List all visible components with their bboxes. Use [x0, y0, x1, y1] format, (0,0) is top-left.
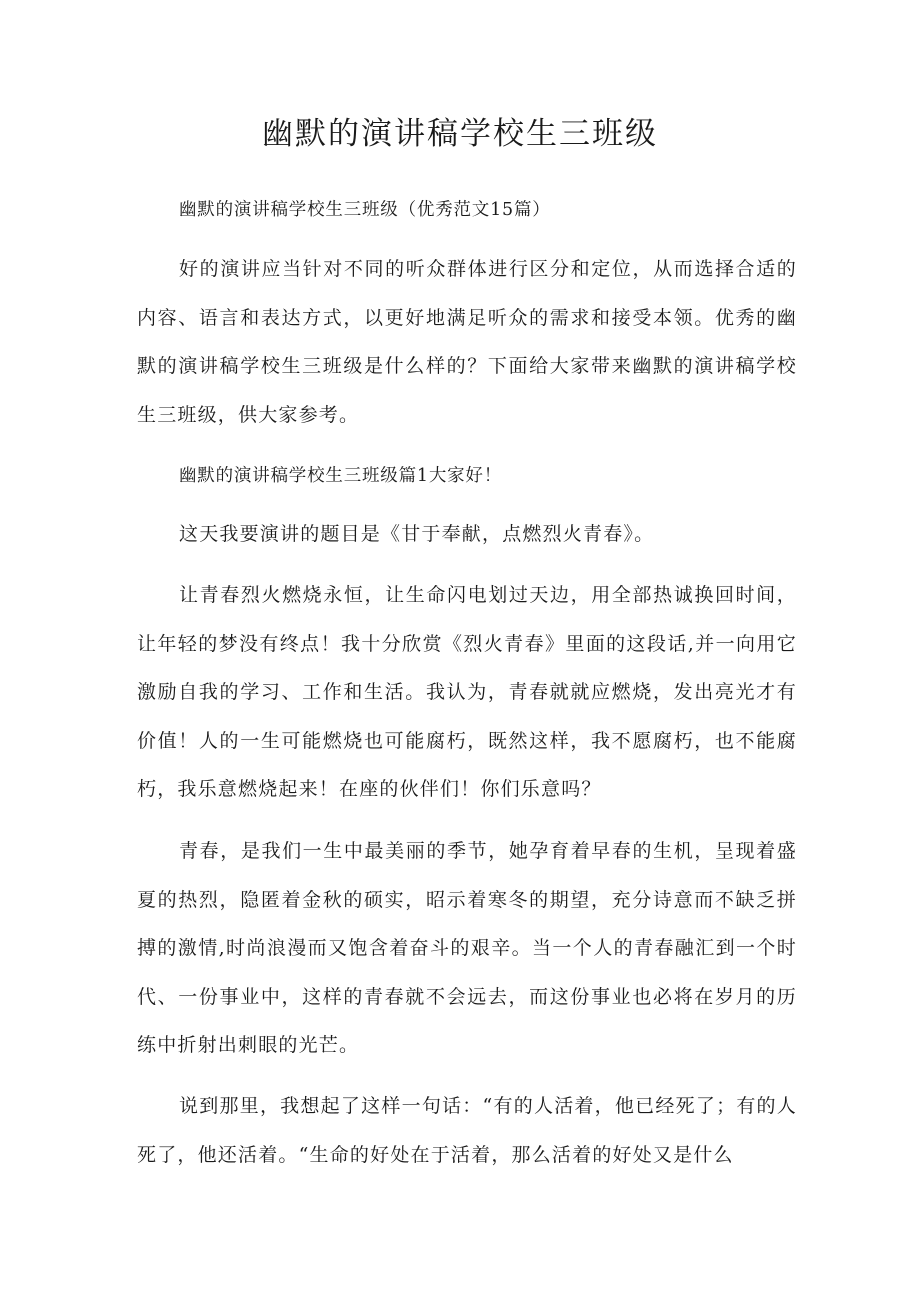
youth-fire-paragraph: 让青春烈火燃烧永恒，让生命闪电划过天边，用全部热诚换回时间，让年轻的梦没有终点！我十分欣赏《烈火青春》里面的这段话,并一向用它激励自我的学习、工作和生活。我认为，青春就就应燃烧，发出亮光才有价值！人的一生可能燃烧也可能腐朽，既然这样，我不愿腐朽，也不能腐朽，我乐意燃烧起来！在座的伙伴们！你们乐意吗？	[137, 584, 797, 801]
saying-paragraph: 说到那里，我想起了这样一句话：“有的人活着，他已经死了；有的人死了，他还活着。“生命的好处在于活着，那么活着的好处又是什么	[137, 1095, 797, 1166]
speech-1-heading: 幽默的演讲稿学校生三班级篇1大家好！	[179, 466, 503, 486]
document-subtitle: 幽默的演讲稿学校生三班级（优秀范文15篇）	[179, 200, 551, 220]
youth-season-paragraph: 青春，是我们一生中最美丽的季节，她孕育着早春的生机，呈现着盛夏的热烈，隐匿着金秋的硕实，昭示着寒冬的期望，充分诗意而不缺乏拼搏的激情,时尚浪漫而又饱含着奋斗的艰辛。当一个人的青春融汇到一个时代、一份事业中，这样的青春就不会远去，而这份事业也必将在岁月的历练中折射出刺眼的光芒。	[137, 840, 797, 1057]
intro-paragraph: 好的演讲应当针对不同的听众群体进行区分和定位，从而选择合适的内容、语言和表达方式，以更好地满足听众的需求和接受本领。优秀的幽默的演讲稿学校生三班级是什么样的？下面给大家带来幽默的演讲稿学校生三班级，供大家参考。	[137, 258, 797, 426]
document-title: 幽默的演讲稿学校生三班级	[262, 116, 658, 152]
speech-topic-paragraph: 这天我要演讲的题目是《甘于奉献，点燃烈火青春》。	[179, 523, 655, 545]
